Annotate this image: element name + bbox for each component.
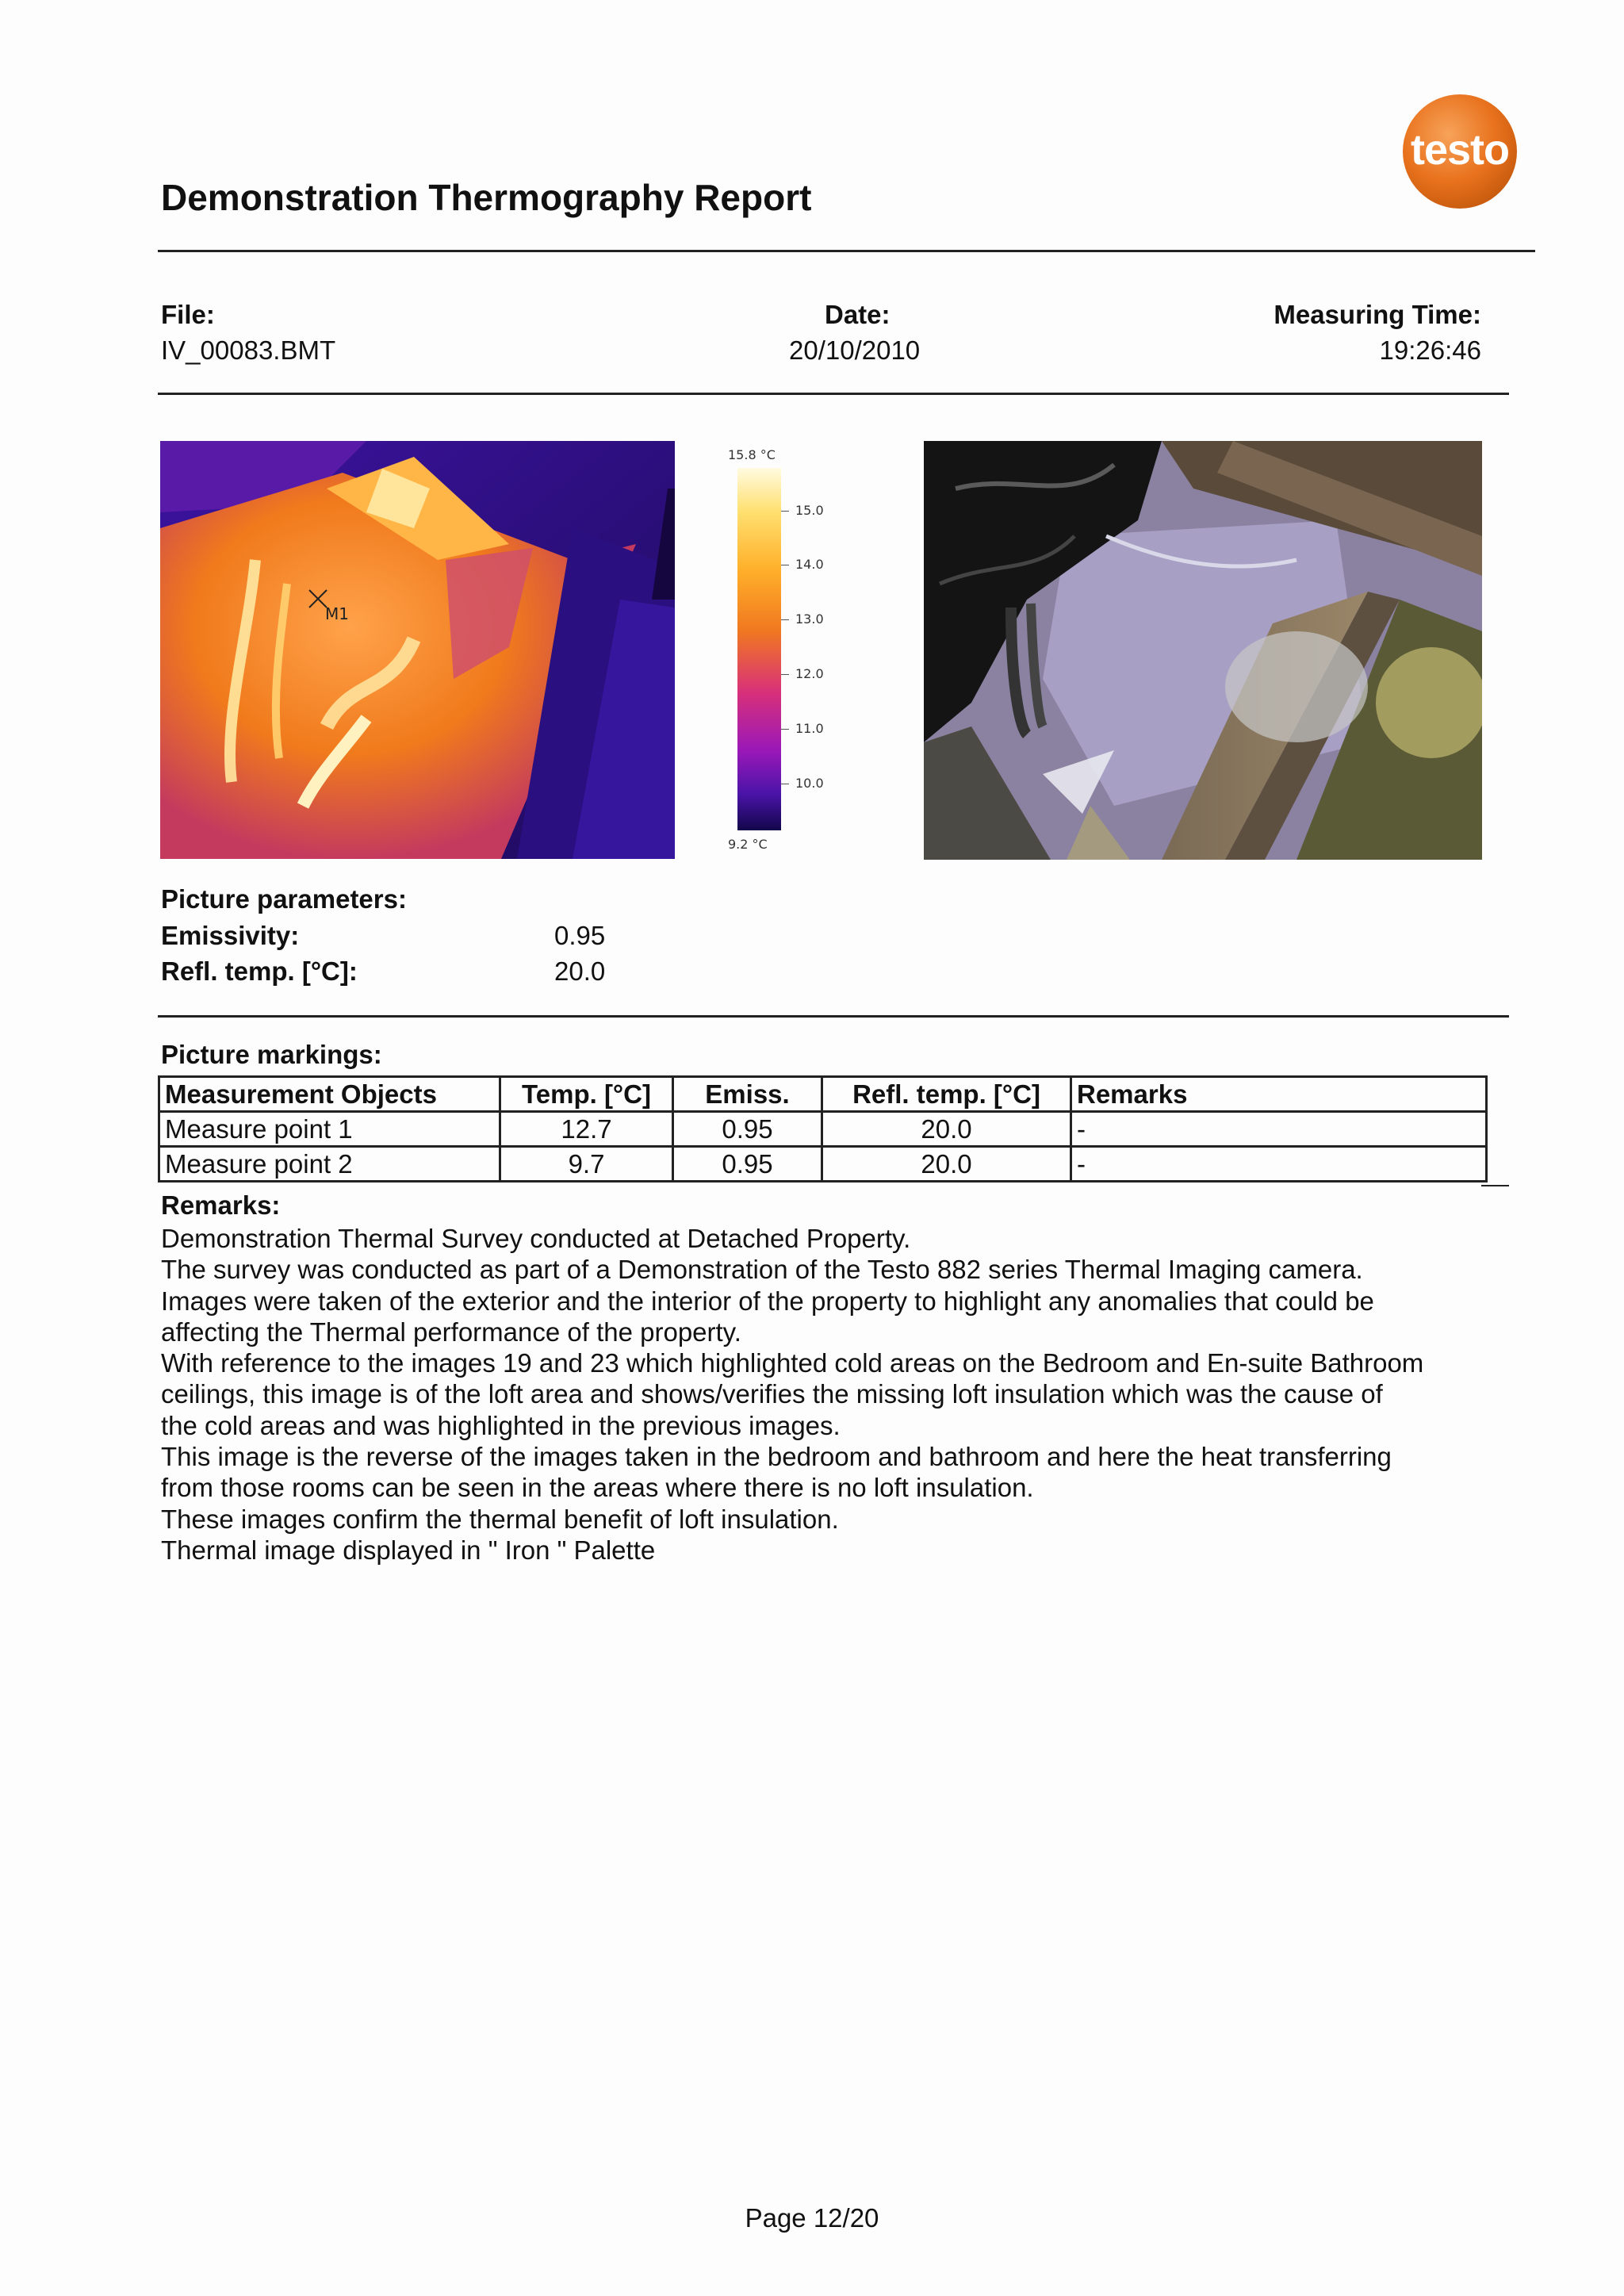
- picture-parameters-heading: Picture parameters:: [161, 884, 407, 914]
- remarks-line: the cold areas and was highlighted in the previous images.: [161, 1410, 841, 1440]
- table-row: [159, 1147, 1487, 1182]
- report-title: Demonstration Thermography Report: [161, 177, 812, 218]
- date-value: 20/10/2010: [789, 335, 921, 365]
- parameters-divider: [158, 1015, 1509, 1018]
- picture-markings-heading: Picture markings:: [161, 1040, 382, 1069]
- info-divider: [158, 393, 1509, 395]
- remarks-line: With reference to the images 19 and 23 which highlighted cold areas on the Bedroom and En-suite Bathroom: [161, 1348, 1424, 1378]
- table-cell: -: [1071, 1112, 1487, 1147]
- remarks-line: affecting the Thermal performance of the property.: [161, 1317, 741, 1347]
- table-cell: Measure point 1: [159, 1112, 500, 1147]
- scale-tick: 12.0: [795, 666, 824, 681]
- remarks-line: from those rooms can be seen in the areas where there is no loft insulation.: [161, 1473, 1034, 1503]
- marker-label-m1: M1: [325, 604, 349, 623]
- measuring-time-value: 19:26:46: [1379, 335, 1481, 365]
- remarks-line: Demonstration Thermal Survey conducted at Detached Property.: [161, 1224, 911, 1253]
- page-number: Page 12/20: [745, 2203, 879, 2233]
- color-scale-bar: [737, 468, 781, 830]
- table-cell: 20.0: [822, 1147, 1071, 1182]
- table-cell: 0.95: [673, 1147, 822, 1182]
- table-cell: 20.0: [822, 1112, 1071, 1147]
- column-header: Temp. [°C]: [500, 1077, 673, 1112]
- column-header: Measurement Objects: [159, 1077, 500, 1112]
- refl-temp-value: 20.0: [554, 956, 606, 986]
- table-cell: 0.95: [673, 1112, 822, 1147]
- testo-logo: [1386, 78, 1534, 225]
- table-bottom-rule: [1481, 1185, 1509, 1186]
- table-cell: -: [1071, 1147, 1487, 1182]
- logo-text: testo: [1410, 126, 1509, 174]
- scale-min-label: 9.2 °C: [728, 837, 768, 852]
- table-cell: 12.7: [500, 1112, 673, 1147]
- remarks-heading: Remarks:: [161, 1190, 281, 1220]
- remarks-text: [161, 1223, 1509, 1566]
- measuring-time-label: Measuring Time:: [1274, 300, 1481, 329]
- remarks-line: This image is the reverse of the images taken in the bedroom and bathroom and here the heat transferring: [161, 1442, 1392, 1472]
- emissivity-value: 0.95: [554, 921, 606, 950]
- remarks-line: These images confirm the thermal benefit of loft insulation.: [161, 1504, 839, 1534]
- remarks-line: Thermal image displayed in " Iron " Palette: [161, 1535, 656, 1565]
- file-value: IV_00083.BMT: [161, 335, 336, 365]
- column-header: Remarks: [1071, 1077, 1487, 1112]
- table-row: [159, 1112, 1487, 1147]
- remarks-line: ceilings, this image is of the loft area and shows/verifies the missing loft insulation which was the cause of: [161, 1379, 1383, 1409]
- remarks-line: The survey was conducted as part of a Demonstration of the Testo 882 series Thermal Imaging camera.: [161, 1255, 1363, 1285]
- scale-tick: 11.0: [795, 721, 824, 736]
- table-cell: Measure point 2: [159, 1147, 500, 1182]
- refl-temp-label: Refl. temp. [°C]:: [161, 956, 358, 986]
- header-divider: [158, 250, 1535, 252]
- scale-tick: 14.0: [795, 557, 824, 572]
- emissivity-label: Emissivity:: [161, 921, 300, 950]
- scale-tick: 10.0: [795, 776, 824, 791]
- visual-photo: [924, 441, 1482, 860]
- column-header: Refl. temp. [°C]: [822, 1077, 1071, 1112]
- thermal-image: [160, 441, 675, 859]
- scale-tick: 15.0: [795, 503, 824, 518]
- remarks-line: Images were taken of the exterior and the interior of the property to highlight any anomalies that could be: [161, 1286, 1374, 1316]
- scale-tick: 13.0: [795, 611, 824, 627]
- picture-markings-table: [158, 1075, 1488, 1182]
- scale-max-label: 15.8 °C: [728, 447, 776, 462]
- table-header-row: [159, 1077, 1487, 1112]
- table-cell: 9.7: [500, 1147, 673, 1182]
- file-label: File:: [161, 300, 215, 329]
- date-label: Date:: [825, 300, 891, 329]
- column-header: Emiss.: [673, 1077, 822, 1112]
